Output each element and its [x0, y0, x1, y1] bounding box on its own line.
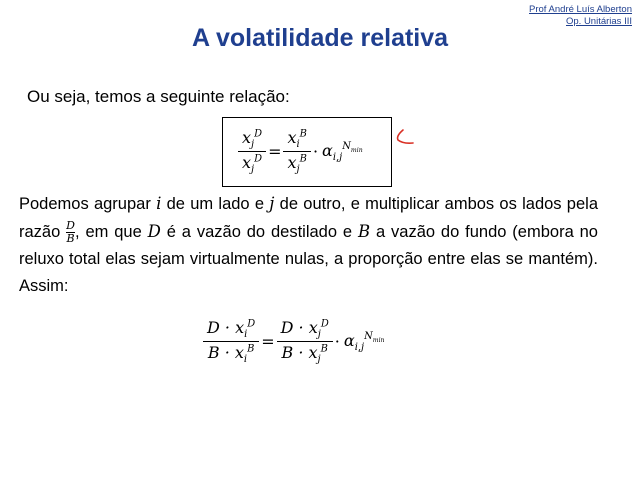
var-i: i: [156, 194, 162, 213]
ratio-denominator: B: [66, 232, 75, 246]
var-B: B: [357, 222, 371, 241]
var-j: j: [269, 194, 275, 213]
para-text-4: , em que: [74, 223, 148, 241]
scaled-equation: $\frac{D \cdot x_i^D}{B \cdot x_i^B}$ = $\frac{D \cdot x_j^D}{B \cdot x_j^B}$ · $\alpha_{i,j}^{N_{min}}$: [205, 318, 385, 365]
explanation-paragraph: [19, 190, 598, 300]
fraction-xB: $\frac{x_i^B}{x_j^B}$: [285, 128, 308, 175]
para-text-6: a vazão do fundo (embora no reluxo total elas sejam virtualmente nulas, a proporção entre elas se mantém). Assim:: [19, 223, 598, 295]
var-D: D: [147, 222, 161, 241]
course-link[interactable]: Op. Unitárias III: [566, 16, 632, 27]
para-text-1: Podemos agrupar: [19, 195, 157, 213]
slide-title: A volatilidade relativa: [191, 24, 449, 52]
ratio-numerator: D: [66, 219, 75, 233]
fraction-xD: $\frac{x_j^D}{x_j^D}$: [240, 128, 264, 175]
handwritten-bracket-mark-icon: [393, 127, 417, 151]
intro-text: Ou seja, temos a seguinte relação:: [27, 87, 290, 106]
ratio-fraction: [66, 220, 75, 245]
author-link[interactable]: Prof André Luís Alberton: [529, 4, 632, 15]
relation-equation: $\frac{x_j^D}{x_j^D}$ = $\frac{x_i^B}{x_j^B}$ · $\alpha_{i,j}^{N_{min}}$: [240, 128, 363, 175]
para-text-3: de outro, e multiplicar ambos os lados pela razão: [19, 195, 598, 241]
fraction-DxD-BxB-right: $\frac{D \cdot x_j^D}{B \cdot x_j^B}$: [279, 318, 331, 365]
para-text-5: é a vazão do destilado e: [160, 223, 358, 241]
fraction-DxD-BxB-left: $\frac{D \cdot x_i^D}{B \cdot x_i^B}$: [205, 318, 257, 365]
para-text-2: de um lado e: [161, 195, 270, 213]
